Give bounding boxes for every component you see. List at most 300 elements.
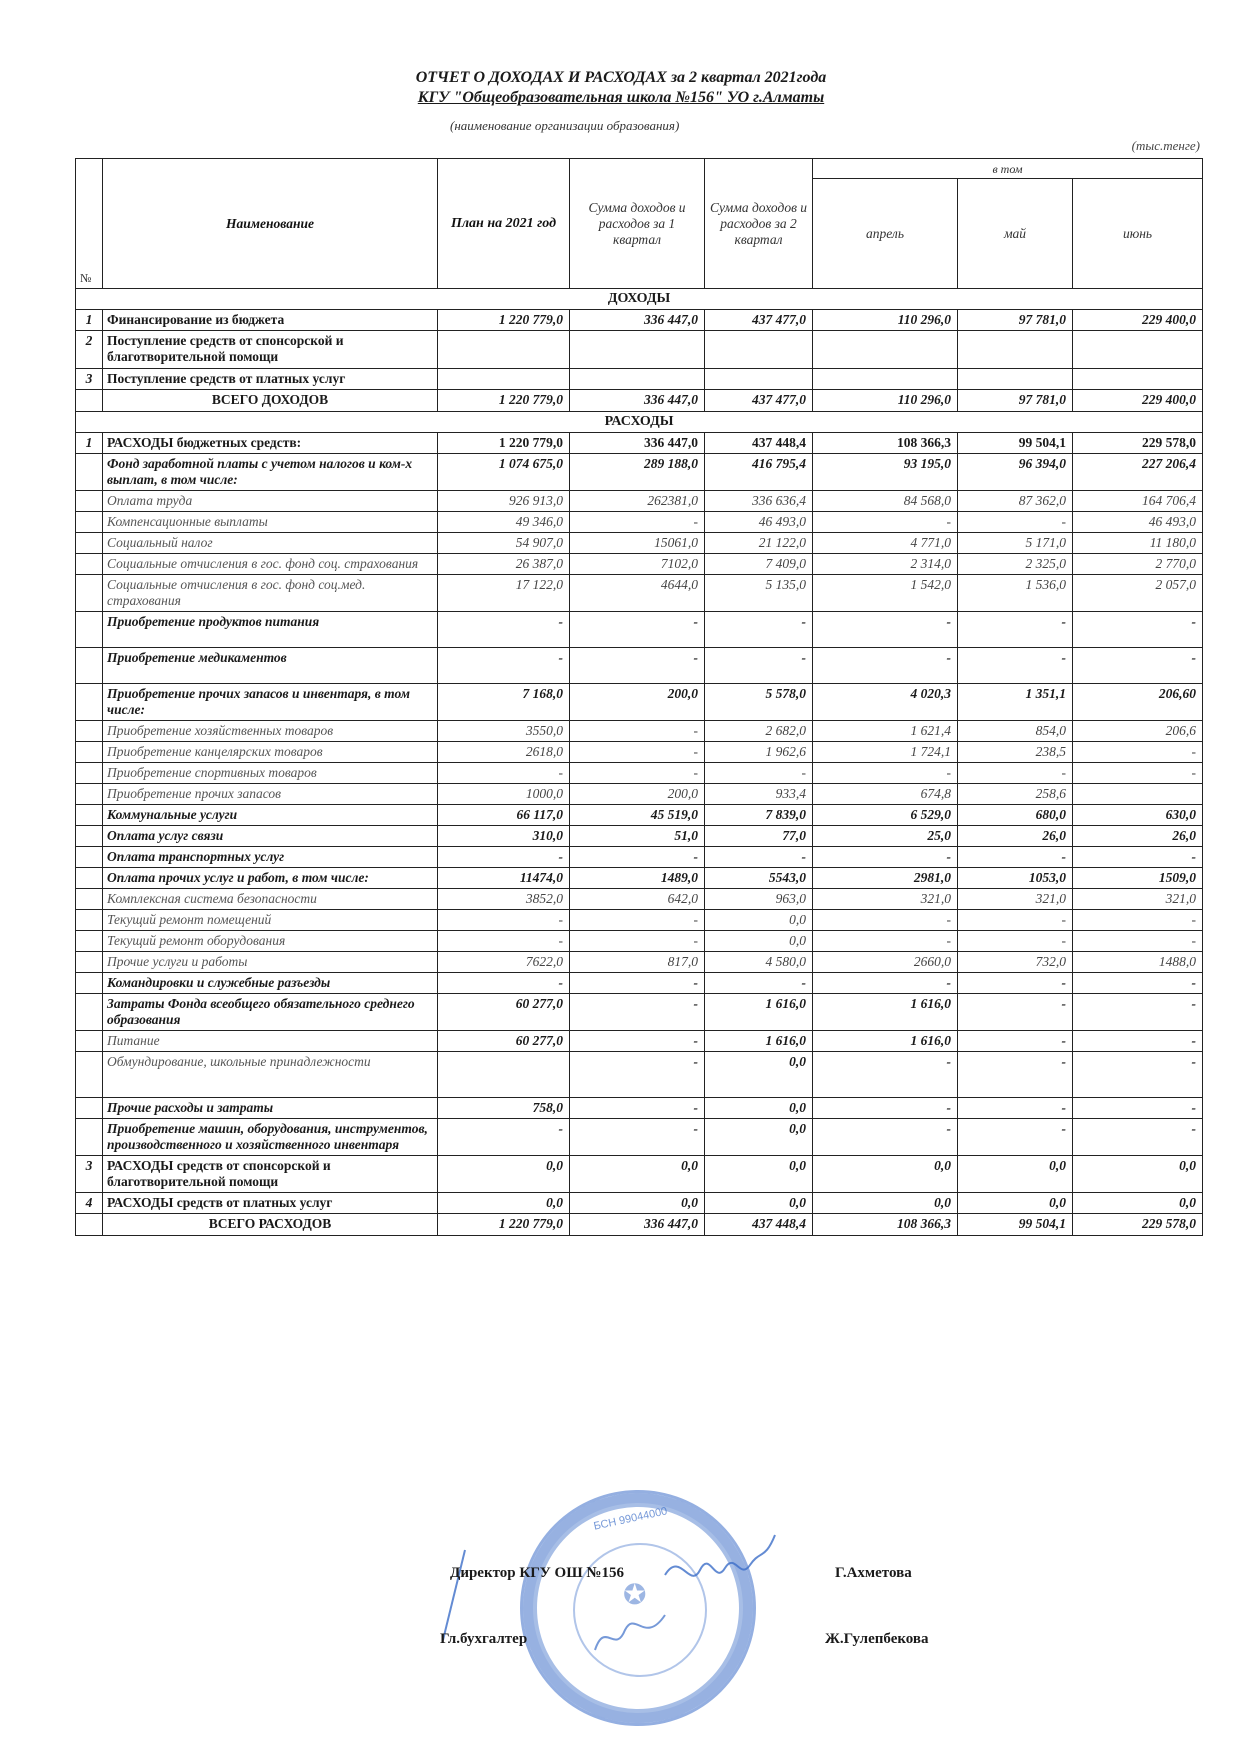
expense-row xyxy=(76,491,1203,512)
cell-plan: 0,0 xyxy=(438,1156,570,1193)
cell-q2: 933,4 xyxy=(705,784,813,805)
expense-row xyxy=(76,1193,1203,1214)
signature-stroke-icon xyxy=(435,1545,475,1645)
row-label: Приобретение хозяйственных товаров xyxy=(103,721,438,742)
cell-q2: 5 135,0 xyxy=(705,575,813,612)
cell-may: 854,0 xyxy=(958,721,1073,742)
cell-may: 99 504,1 xyxy=(958,1214,1073,1236)
cell-plan: 7622,0 xyxy=(438,952,570,973)
cell-june: - xyxy=(1073,1031,1203,1052)
cell-april: - xyxy=(813,1119,958,1156)
cell-may: 96 394,0 xyxy=(958,454,1073,491)
expense-row xyxy=(76,1052,1203,1098)
cell-q1: 7102,0 xyxy=(570,554,705,575)
cell-q1: - xyxy=(570,742,705,763)
cell-q1: 262381,0 xyxy=(570,491,705,512)
cell-may: 732,0 xyxy=(958,952,1073,973)
cell-q2: 0,0 xyxy=(705,1052,813,1098)
cell-plan: 926 913,0 xyxy=(438,491,570,512)
cell-q1: 15061,0 xyxy=(570,533,705,554)
cell-plan: - xyxy=(438,931,570,952)
row-label: Приобретение медикаментов xyxy=(103,648,438,684)
cell-q1: 336 447,0 xyxy=(570,390,705,412)
cell-june: 229 400,0 xyxy=(1073,310,1203,331)
cell-may: 0,0 xyxy=(958,1193,1073,1214)
cell-q1: - xyxy=(570,1119,705,1156)
cell-april: 108 366,3 xyxy=(813,1214,958,1236)
cell-q1: - xyxy=(570,1052,705,1098)
row-label: Коммунальные услуги xyxy=(103,805,438,826)
cell-q1: 336 447,0 xyxy=(570,1214,705,1236)
cell-plan: 7 168,0 xyxy=(438,684,570,721)
cell-may: 680,0 xyxy=(958,805,1073,826)
cell-q2: 2 682,0 xyxy=(705,721,813,742)
cell-q1: - xyxy=(570,512,705,533)
row-label: Приобретение продуктов питания xyxy=(103,612,438,648)
cell-q1: 336 447,0 xyxy=(570,310,705,331)
cell-may: 0,0 xyxy=(958,1156,1073,1193)
row-label: Прочие расходы и затраты xyxy=(103,1098,438,1119)
cell-q1 xyxy=(570,369,705,390)
row-label: Поступление средств от платных услуг xyxy=(103,369,438,390)
cell-q1: 200,0 xyxy=(570,784,705,805)
cell-q2: 0,0 xyxy=(705,1156,813,1193)
cell-plan: - xyxy=(438,648,570,684)
cell-june: 26,0 xyxy=(1073,826,1203,847)
expense-row xyxy=(76,952,1203,973)
cell-plan: 1 220 779,0 xyxy=(438,433,570,454)
income-row xyxy=(76,331,1203,369)
cell-april xyxy=(813,331,958,369)
cell-plan: 54 907,0 xyxy=(438,533,570,554)
row-label: Компенсационные выплаты xyxy=(103,512,438,533)
accountant-role: Гл.бухгалтер xyxy=(440,1631,528,1647)
cell-june: - xyxy=(1073,763,1203,784)
cell-april: 93 195,0 xyxy=(813,454,958,491)
cell-q2: - xyxy=(705,973,813,994)
expense-row xyxy=(76,847,1203,868)
cell-q1: 4644,0 xyxy=(570,575,705,612)
cell-may: 99 504,1 xyxy=(958,433,1073,454)
expense-row xyxy=(76,784,1203,805)
cell-q2: 0,0 xyxy=(705,910,813,931)
income-expense-table xyxy=(75,158,1203,1236)
cell-q1: - xyxy=(570,910,705,931)
row-number xyxy=(76,454,103,491)
income-row xyxy=(76,369,1203,390)
cell-may: 321,0 xyxy=(958,889,1073,910)
cell-june: 164 706,4 xyxy=(1073,491,1203,512)
cell-april: 2660,0 xyxy=(813,952,958,973)
cell-q1: - xyxy=(570,1098,705,1119)
cell-april: - xyxy=(813,931,958,952)
row-label: Приобретение спортивных товаров xyxy=(103,763,438,784)
cell-q2: 437 477,0 xyxy=(705,310,813,331)
cell-q1: 289 188,0 xyxy=(570,454,705,491)
cell-plan: 26 387,0 xyxy=(438,554,570,575)
row-number: 1 xyxy=(76,310,103,331)
cell-plan: - xyxy=(438,763,570,784)
row-number xyxy=(76,533,103,554)
expense-row xyxy=(76,612,1203,648)
column-header-plan: План на 2021 год xyxy=(438,159,570,289)
cell-plan: 310,0 xyxy=(438,826,570,847)
cell-plan: 60 277,0 xyxy=(438,994,570,1031)
cell-q1: 817,0 xyxy=(570,952,705,973)
cell-april: 4 771,0 xyxy=(813,533,958,554)
row-number xyxy=(76,931,103,952)
row-number xyxy=(76,763,103,784)
expense-row xyxy=(76,684,1203,721)
cell-june: - xyxy=(1073,648,1203,684)
row-number xyxy=(76,491,103,512)
row-number xyxy=(76,910,103,931)
cell-april: 321,0 xyxy=(813,889,958,910)
row-label: Обмундирование, школьные принадлежности xyxy=(103,1052,438,1098)
expense-row xyxy=(76,1156,1203,1193)
cell-q1: 51,0 xyxy=(570,826,705,847)
row-number xyxy=(76,648,103,684)
cell-plan: 2618,0 xyxy=(438,742,570,763)
cell-may: - xyxy=(958,973,1073,994)
cell-may: 5 171,0 xyxy=(958,533,1073,554)
accountant-signature-icon xyxy=(590,1600,670,1660)
cell-june: - xyxy=(1073,847,1203,868)
cell-q2: 0,0 xyxy=(705,1119,813,1156)
cell-q1: - xyxy=(570,721,705,742)
cell-q2: 77,0 xyxy=(705,826,813,847)
expense-row xyxy=(76,805,1203,826)
cell-q1: 45 519,0 xyxy=(570,805,705,826)
row-label: Оплата труда xyxy=(103,491,438,512)
cell-q2: - xyxy=(705,648,813,684)
row-number xyxy=(76,805,103,826)
row-number xyxy=(76,612,103,648)
column-header-may: май xyxy=(958,179,1073,289)
cell-april: 1 542,0 xyxy=(813,575,958,612)
cell-june: - xyxy=(1073,1098,1203,1119)
cell-april: 2 314,0 xyxy=(813,554,958,575)
cell-may xyxy=(958,369,1073,390)
row-number xyxy=(76,847,103,868)
row-label: РАСХОДЫ бюджетных средств: xyxy=(103,433,438,454)
cell-may: - xyxy=(958,648,1073,684)
cell-may: - xyxy=(958,931,1073,952)
cell-q2: 4 580,0 xyxy=(705,952,813,973)
cell-plan xyxy=(438,369,570,390)
row-label: Социальные отчисления в гос. фонд соц.мед. страхования xyxy=(103,575,438,612)
expense-row xyxy=(76,826,1203,847)
cell-april: 110 296,0 xyxy=(813,310,958,331)
cell-q1: 1489,0 xyxy=(570,868,705,889)
report-title xyxy=(0,68,1242,108)
cell-q2: 1 962,6 xyxy=(705,742,813,763)
row-number xyxy=(76,684,103,721)
cell-q2 xyxy=(705,369,813,390)
cell-april: 84 568,0 xyxy=(813,491,958,512)
cell-plan: 758,0 xyxy=(438,1098,570,1119)
cell-may: 1 536,0 xyxy=(958,575,1073,612)
cell-q2: - xyxy=(705,847,813,868)
cell-april: 25,0 xyxy=(813,826,958,847)
column-header-q2: Сумма доходов и расходов за 2 квартал xyxy=(705,159,813,289)
cell-june: 11 180,0 xyxy=(1073,533,1203,554)
row-label: Оплата прочих услуг и работ, в том числе: xyxy=(103,868,438,889)
cell-april: - xyxy=(813,512,958,533)
cell-plan: - xyxy=(438,612,570,648)
cell-april xyxy=(813,369,958,390)
row-number xyxy=(76,784,103,805)
cell-april: - xyxy=(813,763,958,784)
cell-june: - xyxy=(1073,1052,1203,1098)
cell-plan xyxy=(438,331,570,369)
cell-june: 229 578,0 xyxy=(1073,433,1203,454)
cell-plan: 3852,0 xyxy=(438,889,570,910)
expense-row xyxy=(76,910,1203,931)
cell-may: - xyxy=(958,1052,1073,1098)
cell-april: 1 724,1 xyxy=(813,742,958,763)
cell-june: - xyxy=(1073,742,1203,763)
row-label: Оплата транспортных услуг xyxy=(103,847,438,868)
cell-april: - xyxy=(813,1052,958,1098)
cell-q2: 1 616,0 xyxy=(705,1031,813,1052)
row-label: ВСЕГО ДОХОДОВ xyxy=(103,390,438,412)
row-label: Приобретение канцелярских товаров xyxy=(103,742,438,763)
row-number xyxy=(76,742,103,763)
cell-april: - xyxy=(813,910,958,931)
income-section-row xyxy=(76,289,1203,310)
expense-row xyxy=(76,973,1203,994)
cell-plan xyxy=(438,1052,570,1098)
cell-plan: 1 074 675,0 xyxy=(438,454,570,491)
cell-june: 206,6 xyxy=(1073,721,1203,742)
cell-q1: - xyxy=(570,973,705,994)
cell-june: - xyxy=(1073,612,1203,648)
cell-q1: 200,0 xyxy=(570,684,705,721)
row-label: Питание xyxy=(103,1031,438,1052)
cell-june: 2 057,0 xyxy=(1073,575,1203,612)
cell-plan: 11474,0 xyxy=(438,868,570,889)
cell-plan: 60 277,0 xyxy=(438,1031,570,1052)
expense-row xyxy=(76,889,1203,910)
cell-may: 97 781,0 xyxy=(958,390,1073,412)
cell-plan: 1 220 779,0 xyxy=(438,310,570,331)
cell-q2: 7 409,0 xyxy=(705,554,813,575)
row-label: Поступление средств от спонсорской и благотворительной помощи xyxy=(103,331,438,369)
row-number xyxy=(76,952,103,973)
cell-q2: 5 578,0 xyxy=(705,684,813,721)
cell-april: - xyxy=(813,648,958,684)
cell-may: 97 781,0 xyxy=(958,310,1073,331)
cell-plan: 1 220 779,0 xyxy=(438,390,570,412)
row-label: Командировки и служебные разъезды xyxy=(103,973,438,994)
cell-june: 206,60 xyxy=(1073,684,1203,721)
row-number xyxy=(76,575,103,612)
row-number xyxy=(76,1098,103,1119)
expense-total-row xyxy=(76,1214,1203,1236)
cell-q1: - xyxy=(570,763,705,784)
row-label: РАСХОДЫ средств от платных услуг xyxy=(103,1193,438,1214)
cell-april: 1 621,4 xyxy=(813,721,958,742)
cell-plan: - xyxy=(438,973,570,994)
cell-q2: 7 839,0 xyxy=(705,805,813,826)
cell-plan: - xyxy=(438,910,570,931)
column-header-group: в том xyxy=(813,159,1203,179)
expense-row xyxy=(76,512,1203,533)
row-label: Финансирование из бюджета xyxy=(103,310,438,331)
cell-q1: - xyxy=(570,612,705,648)
cell-q1: 336 447,0 xyxy=(570,433,705,454)
cell-may: - xyxy=(958,512,1073,533)
cell-june: - xyxy=(1073,973,1203,994)
expense-row xyxy=(76,721,1203,742)
cell-june: 1509,0 xyxy=(1073,868,1203,889)
income-total-row xyxy=(76,390,1203,412)
row-label: РАСХОДЫ средств от спонсорской и благотворительной помощи xyxy=(103,1156,438,1193)
cell-june xyxy=(1073,369,1203,390)
row-label: Текущий ремонт оборудования xyxy=(103,931,438,952)
column-header-no: № xyxy=(76,159,103,289)
cell-june xyxy=(1073,331,1203,369)
row-number xyxy=(76,889,103,910)
cell-q2: 46 493,0 xyxy=(705,512,813,533)
accountant-name: Ж.Гулепбекова xyxy=(825,1631,929,1647)
cell-plan: - xyxy=(438,1119,570,1156)
cell-q2: 5543,0 xyxy=(705,868,813,889)
cell-plan: 1 220 779,0 xyxy=(438,1214,570,1236)
cell-q1: - xyxy=(570,1031,705,1052)
row-label: Текущий ремонт помещений xyxy=(103,910,438,931)
cell-q1: 0,0 xyxy=(570,1193,705,1214)
cell-june: 1488,0 xyxy=(1073,952,1203,973)
cell-q2: 0,0 xyxy=(705,1098,813,1119)
cell-april: 2981,0 xyxy=(813,868,958,889)
cell-june: - xyxy=(1073,994,1203,1031)
row-label: Комплексная система безопасности xyxy=(103,889,438,910)
cell-q1: - xyxy=(570,931,705,952)
row-number xyxy=(76,390,103,412)
row-number xyxy=(76,868,103,889)
row-number xyxy=(76,1031,103,1052)
expense-row xyxy=(76,1031,1203,1052)
income-section-label: ДОХОДЫ xyxy=(76,289,1203,310)
cell-may: - xyxy=(958,1098,1073,1119)
row-label: Затраты Фонда всеобщего обязательного среднего образования xyxy=(103,994,438,1031)
cell-june: 630,0 xyxy=(1073,805,1203,826)
cell-q1: - xyxy=(570,648,705,684)
cell-may: 87 362,0 xyxy=(958,491,1073,512)
cell-may: 1053,0 xyxy=(958,868,1073,889)
expense-row xyxy=(76,433,1203,454)
cell-q2 xyxy=(705,331,813,369)
cell-june: 2 770,0 xyxy=(1073,554,1203,575)
expense-row xyxy=(76,533,1203,554)
cell-may: - xyxy=(958,1119,1073,1156)
cell-april: 108 366,3 xyxy=(813,433,958,454)
cell-q2: 0,0 xyxy=(705,931,813,952)
cell-may: 2 325,0 xyxy=(958,554,1073,575)
expense-row xyxy=(76,454,1203,491)
cell-q2: - xyxy=(705,612,813,648)
row-number xyxy=(76,554,103,575)
income-row xyxy=(76,310,1203,331)
cell-may: - xyxy=(958,910,1073,931)
expense-row xyxy=(76,554,1203,575)
row-number xyxy=(76,826,103,847)
cell-q1: - xyxy=(570,847,705,868)
row-number xyxy=(76,1052,103,1098)
report-title-line1: ОТЧЕТ О ДОХОДАХ И РАСХОДАХ за 2 квартал 2021года xyxy=(415,69,827,86)
row-number: 2 xyxy=(76,331,103,369)
cell-plan: 3550,0 xyxy=(438,721,570,742)
cell-may: - xyxy=(958,847,1073,868)
cell-q2: 21 122,0 xyxy=(705,533,813,554)
cell-may: 258,6 xyxy=(958,784,1073,805)
cell-june: - xyxy=(1073,910,1203,931)
row-label: Приобретение машин, оборудования, инструментов, производственного и хозяйственного инвентаря xyxy=(103,1119,438,1156)
cell-q2: 437 448,4 xyxy=(705,433,813,454)
cell-plan: 49 346,0 xyxy=(438,512,570,533)
row-label: Фонд заработной платы с учетом налогов и ком-х выплат, в том числе: xyxy=(103,454,438,491)
cell-april: 6 529,0 xyxy=(813,805,958,826)
report-title-line2: КГУ "Общеобразовательная школа №156" УО г.Алматы xyxy=(417,89,825,106)
expense-row xyxy=(76,1119,1203,1156)
expense-row xyxy=(76,994,1203,1031)
cell-may: - xyxy=(958,763,1073,784)
cell-plan: 17 122,0 xyxy=(438,575,570,612)
cell-q2: - xyxy=(705,763,813,784)
organization-caption: (наименование организации образования) xyxy=(450,118,680,133)
cell-june: - xyxy=(1073,931,1203,952)
row-number xyxy=(76,512,103,533)
row-label: Прочие услуги и работы xyxy=(103,952,438,973)
cell-april: 674,8 xyxy=(813,784,958,805)
expense-row xyxy=(76,742,1203,763)
cell-june xyxy=(1073,784,1203,805)
expense-section-row xyxy=(76,412,1203,433)
row-label: Приобретение прочих запасов и инвентаря, в том числе: xyxy=(103,684,438,721)
cell-q2: 0,0 xyxy=(705,1193,813,1214)
cell-may: 26,0 xyxy=(958,826,1073,847)
stamp-emblem-icon: ✪ xyxy=(623,1580,647,1611)
cell-q1: 642,0 xyxy=(570,889,705,910)
row-number xyxy=(76,1119,103,1156)
row-number: 1 xyxy=(76,433,103,454)
cell-june: 229 578,0 xyxy=(1073,1214,1203,1236)
expense-row xyxy=(76,1098,1203,1119)
cell-q2: 1 616,0 xyxy=(705,994,813,1031)
row-label: Социальные отчисления в гос. фонд соц. страхования xyxy=(103,554,438,575)
cell-april: 0,0 xyxy=(813,1193,958,1214)
cell-plan: 66 117,0 xyxy=(438,805,570,826)
cell-q1: 0,0 xyxy=(570,1156,705,1193)
director-signature-icon xyxy=(660,1530,780,1600)
cell-april: - xyxy=(813,973,958,994)
row-number xyxy=(76,1214,103,1236)
cell-plan: 1000,0 xyxy=(438,784,570,805)
expense-row xyxy=(76,575,1203,612)
row-label: Социальный налог xyxy=(103,533,438,554)
row-number: 3 xyxy=(76,369,103,390)
row-label: Приобретение прочих запасов xyxy=(103,784,438,805)
column-header-name: Наименование xyxy=(103,159,438,289)
cell-may: 1 351,1 xyxy=(958,684,1073,721)
director-role: Директор КГУ ОШ №156 xyxy=(450,1565,625,1581)
stamp-bin-text: БСН 99044000 xyxy=(592,1505,669,1533)
row-label: Оплата услуг связи xyxy=(103,826,438,847)
row-number: 3 xyxy=(76,1156,103,1193)
table-body xyxy=(76,289,1203,1236)
